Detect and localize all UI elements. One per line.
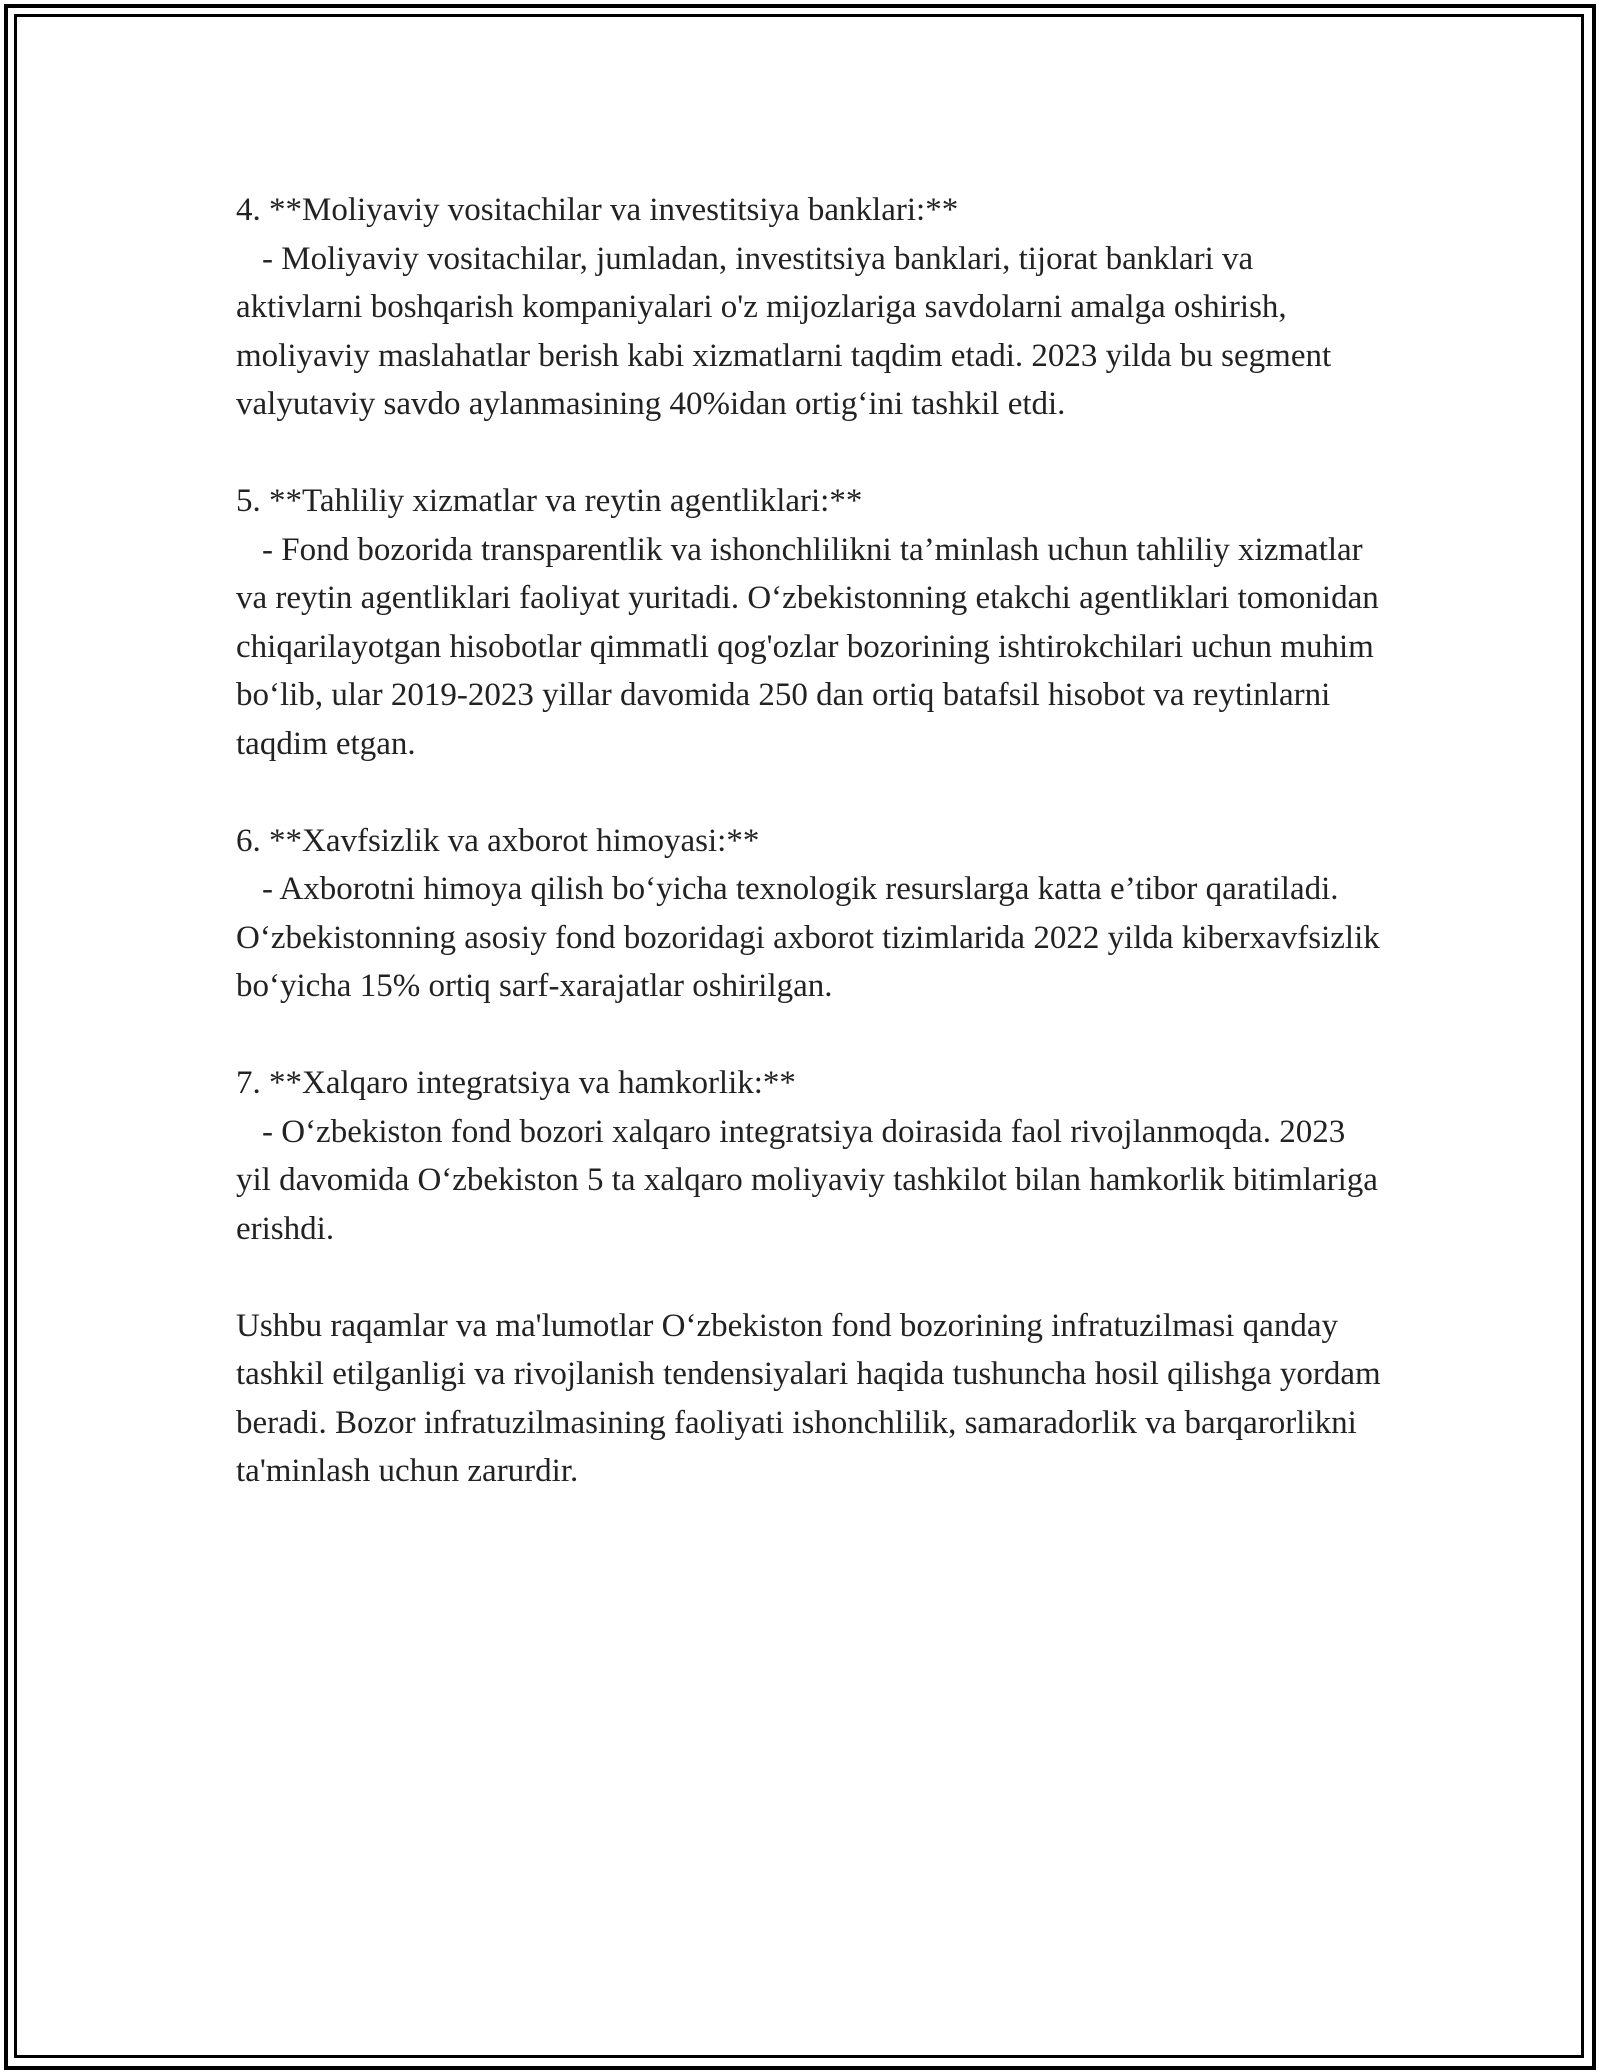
section-5	[236, 477, 1386, 768]
section-body: - Moliyaviy vositachilar, jumladan, investitsiya banklari, tijorat banklari va aktivlarni boshqarish kompaniyalari o'z mijozlariga savdolarni amalga oshirish, moliyaviy maslahatlar berish kabi xizmatlarni taqdim etadi. 2023 yilda bu segment valyutaviy savdo aylanmasining 40%idan ortig‘ini tashkil etdi.	[236, 240, 1332, 422]
section-body: - O‘zbekiston fond bozori xalqaro integratsiya doirasida faol rivojlanmoqda. 2023 yil davomida O‘zbekiston 5 ta xalqaro moliyaviy tashkilot bilan hamkorlik bitimlariga erishdi.	[236, 1113, 1378, 1247]
section-heading: 5. **Tahliliy xizmatlar va reytin agentliklari:**	[236, 483, 863, 519]
closing-paragraph	[236, 1302, 1386, 1496]
section-heading: 4. **Moliyaviy vositachilar va investitsiya banklari:**	[236, 192, 959, 228]
closing-text: Ushbu raqamlar va ma'lumotlar O‘zbekiston fond bozorining infratuzilmasi qanday tashkil etilganligi va rivojlanish tendensiyalari haqida tushuncha hosil qilishga yordam beradi. Bozor infratuzilmasining faoliyati ishonchlilik, samaradorlik va barqarorlikni ta'minlash uchun zarurdir.	[236, 1307, 1381, 1489]
document-body	[236, 186, 1386, 1496]
section-body: - Fond bozorida transparentlik va ishonchlilikni ta’minlash uchun tahliliy xizmatlar va reytin agentliklari faoliyat yuritadi. O‘zbekistonning etakchi agentliklari tomonidan chiqarilayotgan hisobotlar qimmatli qog'ozlar bozorining ishtirokchilari uchun muhim bo‘lib, ular 2019-2023 yillar davomida 250 dan ortiq batafsil hisobot va reytinlarni taqdim etgan.	[236, 531, 1379, 762]
section-body: - Axborotni himoya qilish bo‘yicha texnologik resurslarga katta e’tibor qaratiladi. O‘zbekistonning asosiy fond bozoridagi axborot tizimlarida 2022 yilda kiberxavfsizlik bo‘yicha 15% ortiq sarf-xarajatlar oshirilgan.	[236, 871, 1380, 1004]
section-heading: 6. **Xavfsizlik va axborot himoyasi:**	[236, 822, 760, 859]
section-4	[236, 186, 1386, 429]
section-7	[236, 1059, 1386, 1253]
section-6	[236, 817, 1386, 1011]
section-heading: 7. **Xalqaro integratsiya va hamkorlik:**	[236, 1065, 796, 1101]
